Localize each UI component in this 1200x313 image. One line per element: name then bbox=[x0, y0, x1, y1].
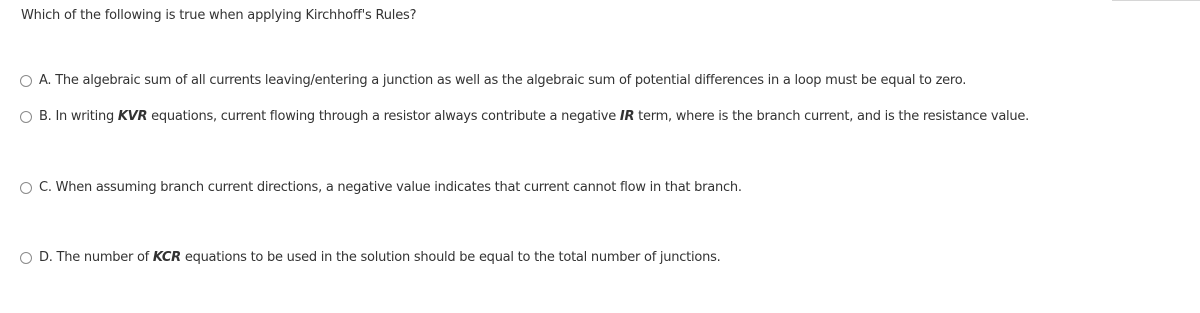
option-a[interactable] bbox=[20, 72, 966, 90]
option-c[interactable] bbox=[20, 179, 742, 197]
radio-button-c[interactable] bbox=[20, 182, 32, 194]
option-d-text: D. The number of KCR equations to be used in the solution should be equal to the total number of junctions. bbox=[39, 250, 721, 265]
option-b[interactable] bbox=[20, 108, 1029, 126]
question-text: Which of the following is true when applying Kirchhoff's Rules? bbox=[21, 8, 417, 23]
ir-term: IR bbox=[619, 109, 635, 124]
radio-button-a[interactable] bbox=[20, 75, 32, 87]
radio-button-b[interactable] bbox=[20, 111, 32, 123]
option-c-text: C. When assuming branch current directions, a negative value indicates that current cannot flow in that branch. bbox=[39, 180, 742, 195]
option-b-text: B. In writing KVR equations, current flowing through a resistor always contribute a negative IR term, where is the branch current, and is the resistance value. bbox=[39, 109, 1030, 124]
kvr-term: KVR bbox=[117, 109, 148, 124]
kcr-term: KCR bbox=[152, 250, 181, 265]
top-divider bbox=[1112, 0, 1200, 1]
radio-button-d[interactable] bbox=[20, 252, 32, 264]
option-d[interactable] bbox=[20, 249, 720, 267]
option-a-text: A. The algebraic sum of all currents leaving/entering a junction as well as the algebraic sum of potential differences in a loop must be equal to zero. bbox=[39, 73, 967, 88]
